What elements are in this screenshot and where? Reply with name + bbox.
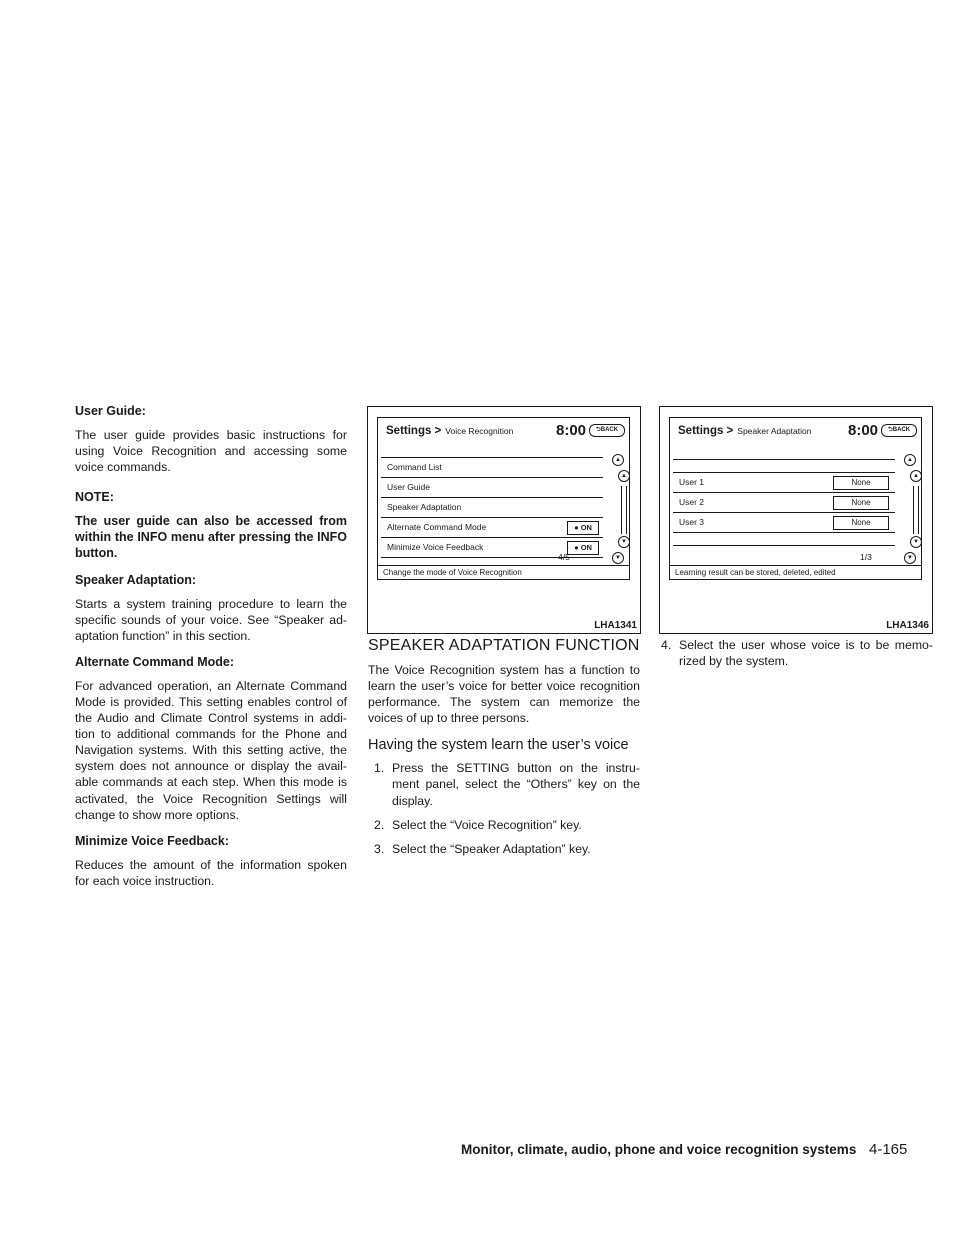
page-number: 4-165 (869, 1141, 908, 1158)
figure-speaker-adaptation (659, 406, 933, 634)
list-item-label: User Guide (387, 482, 430, 492)
list-item-label: Command List (387, 462, 442, 472)
scroll-up-icon: ▲ (618, 470, 630, 482)
section-heading: SPEAKER ADAPTATION FUNCTION (368, 637, 640, 654)
subsection-heading: Having the system learn the user’s voice (368, 737, 629, 754)
step-item (374, 841, 640, 857)
settings-list (381, 457, 603, 558)
list-item-label: Alternate Command Mode (387, 522, 487, 532)
step-text: Select the “Voice Recognition” key. (392, 817, 582, 832)
screen-title-text: Settings > (678, 425, 734, 437)
step-text: Select the “Speaker Adaptation” key. (392, 841, 591, 856)
list-item (381, 478, 603, 498)
status-text: Change the mode of Voice Recognition (378, 565, 629, 579)
list-item (381, 498, 603, 518)
scroll-up-icon: ▲ (910, 470, 922, 482)
step-number: 3. (374, 841, 385, 856)
list-item-label: User 1 (679, 477, 705, 487)
list-spacer (673, 460, 895, 473)
step-number: 4. (661, 638, 672, 652)
list-item (381, 518, 603, 538)
scroll-up-icon: ▲ (612, 454, 624, 466)
back-label: BACK (892, 427, 911, 433)
screen-title-text: Settings > (386, 425, 442, 437)
screen-clock: 8:00 (556, 422, 587, 439)
figure-code: LHA1346 (886, 620, 929, 631)
step-item (374, 760, 640, 808)
screen-subtitle: Speaker Adaptation (737, 426, 812, 436)
heading-minimize-voice-feedback: Minimize Voice Feedback: (75, 833, 229, 848)
figure-code: LHA1341 (594, 620, 637, 631)
list-item-label: Speaker Adaptation (387, 502, 462, 512)
list-item (673, 513, 895, 533)
page-indicator: 1/3 (860, 552, 872, 562)
screen-subtitle: Voice Recognition (445, 426, 514, 436)
figure-voice-recognition (367, 406, 641, 634)
list-item-label: User 2 (679, 497, 705, 507)
footer-title: Monitor, climate, audio, phone and voice recognition systems (461, 1142, 857, 1157)
list-item (673, 493, 895, 513)
toggle-value: ON (580, 543, 592, 552)
list-item (381, 458, 603, 478)
page-indicator: 4/5 (558, 552, 570, 562)
user-status-box: None (833, 516, 889, 530)
user-list (673, 459, 895, 546)
step-number: 2. (374, 817, 385, 832)
screen-title (386, 425, 513, 437)
heading-user-guide: User Guide: (75, 404, 146, 418)
scroll-down-icon: ▼ (618, 536, 630, 548)
heading-speaker-adaptation: Speaker Adaptation: (75, 572, 197, 587)
paragraph-minimize-voice-feedback: Reduces the amount of the information spoken for each voice instruction. (75, 857, 347, 888)
status-text: Learning result can be stored, deleted, edited (670, 565, 921, 579)
scroll-down-icon: ▼ (612, 552, 624, 564)
paragraph-alternate-command-mode: For advanced operation, an Alternate Command Mode is provided. This setting enables control of the Audio and Climate Control systems in addi-tion to additional commands for the Phone and Navigation systems. With this setting active, the system does not announce or display the avail-able commands at each step. When this mode is activated, the Voice Recognition Settings will change to show more options. (75, 678, 347, 822)
step-text: Press the SETTING button on the instru-ment panel, select the “Others” key on the display. (392, 761, 640, 808)
back-button: ⮌BACK (589, 424, 625, 437)
screen-clock: 8:00 (848, 422, 879, 439)
list-item-label: User 3 (679, 517, 705, 527)
step-number: 1. (374, 761, 385, 776)
back-button: ⮌BACK (881, 424, 917, 437)
list-item (673, 473, 895, 493)
toggle-value: ON (580, 523, 592, 532)
paragraph-user-guide: The user guide provides basic instructions for using Voice Recognition and accessing some voice commands. (75, 428, 347, 475)
toggle-indicator: ● ON (567, 541, 599, 555)
step-text: Select the user whose voice is to be memo-rized by the system. (679, 638, 933, 669)
step-item (661, 637, 933, 669)
scrollbar-track (913, 486, 919, 534)
paragraph-speaker-adaptation: Starts a system training procedure to learn the specific sounds of your voice. See “Speaker ad-aptation function” in this section. (75, 596, 347, 643)
scroll-down-icon: ▼ (904, 552, 916, 564)
middle-column (368, 636, 640, 857)
toggle-indicator: ● ON (567, 521, 599, 535)
scroll-up-icon: ▲ (904, 454, 916, 466)
section-intro: The Voice Recognition system has a function to learn the user’s voice for better voice recognition performance. The system can memorize the voices of up to three persons. (368, 663, 640, 726)
right-column (661, 637, 933, 669)
back-label: BACK (600, 427, 619, 433)
screen-speaker-adaptation (669, 417, 922, 580)
screen-voice-recognition (377, 417, 630, 580)
screen-title (678, 425, 811, 437)
scroll-down-icon: ▼ (910, 536, 922, 548)
heading-alternate-command-mode: Alternate Command Mode: (75, 654, 235, 669)
list-spacer (673, 533, 895, 545)
user-status-box: None (833, 496, 889, 510)
note-text: The user guide can also be accessed from within the INFO menu after pressing the INFO button. (75, 514, 347, 561)
note-label: NOTE: (75, 490, 114, 505)
steps-list (368, 760, 640, 856)
scrollbar-track (621, 486, 627, 534)
list-item-label: Minimize Voice Feedback (387, 542, 484, 552)
left-column (75, 403, 347, 899)
user-status-box: None (833, 476, 889, 490)
step-item (374, 817, 640, 833)
